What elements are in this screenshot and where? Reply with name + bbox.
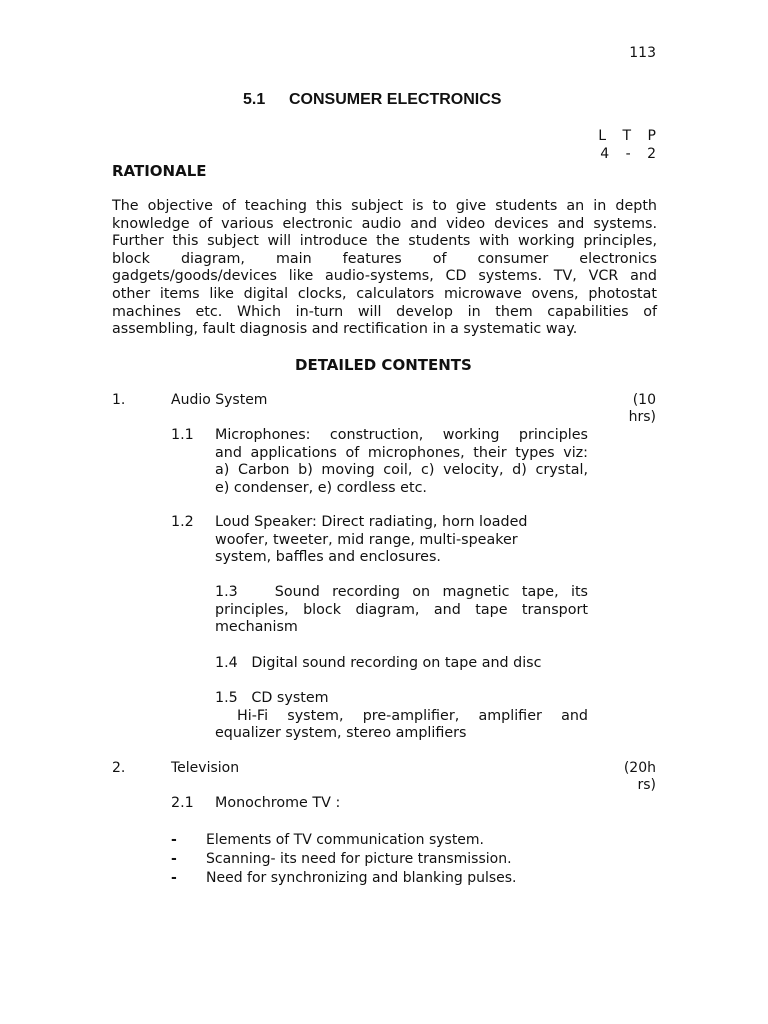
hours-line: hrs) (628, 409, 656, 425)
subsection-line: Loud Speaker: Direct radiating, horn loaded (215, 514, 528, 530)
subsection-number: 1.2 (171, 514, 194, 530)
section-title: Audio System (171, 392, 268, 408)
rationale-line: The objective of teaching this subject is to give students an in depth (112, 198, 657, 214)
subsection-number: 1.3 (215, 584, 238, 600)
subsection-line: principles, block diagram, and tape transport (215, 601, 588, 618)
bullet-marker: - (171, 870, 177, 886)
subsection-line (215, 584, 588, 602)
rationale-line: other items like digital clocks, calculators microwave ovens, photostat (112, 285, 657, 302)
bullet-marker: - (171, 851, 177, 867)
page-number: 113 (629, 45, 656, 61)
subsection-number: 1.4 (215, 655, 238, 671)
subsection-text (215, 655, 588, 673)
section-number: 2. (112, 760, 126, 776)
subsection-text (215, 690, 588, 743)
ltp-labels: L T P (598, 128, 662, 144)
subsection-line: woofer, tweeter, mid range, multi-speaker (215, 531, 518, 548)
ltp-values: 4 - 2 (600, 146, 662, 162)
subsection-number: 1.5 (215, 690, 238, 706)
section-hours (624, 760, 656, 794)
bullet-text: Elements of TV communication system. (206, 832, 485, 848)
subsection-number: 2.1 (171, 795, 194, 811)
subsection-line: a) Carbon b) moving coil, c) velocity, d) crystal, (215, 462, 588, 479)
subsection-line: equalizer system, stereo amplifiers (215, 725, 467, 742)
detailed-contents-title: DETAILED CONTENTS (295, 356, 472, 374)
subsection-line: and applications of microphones, their types viz: (215, 444, 588, 461)
hours-line: (10 (632, 392, 656, 408)
hours-line: rs) (637, 777, 656, 793)
section-number: 1. (112, 392, 126, 408)
rationale-line: knowledge of various electronic audio and video devices and systems. (112, 215, 657, 232)
rationale-line: block diagram, main features of consumer electronics (112, 250, 657, 267)
bullet-marker: - (171, 832, 177, 848)
subsection-line (215, 655, 588, 673)
subsection-text (215, 427, 588, 497)
section-hours (629, 392, 656, 426)
subsection-line: Monochrome TV : (215, 795, 341, 811)
section-heading (243, 91, 501, 109)
rationale-line: gadgets/goods/devices like audio-systems, CD systems. TV, VCR and (112, 268, 657, 285)
rationale-paragraph (112, 198, 657, 339)
subsection-number: 1.1 (171, 427, 194, 443)
subsection-line-text: CD system (251, 690, 329, 706)
bullet-text: Scanning- its need for picture transmission. (206, 851, 512, 867)
rationale-line: machines etc. Which in-turn will develop in them capabilities of (112, 303, 657, 320)
heading-number: 5.1 (243, 91, 266, 108)
heading-title: CONSUMER ELECTRONICS (289, 91, 502, 108)
subsection-line: system, baffles and enclosures. (215, 549, 441, 566)
subsection-text (215, 795, 588, 813)
subsection-text (215, 584, 588, 637)
subsection-line: e) condenser, e) cordless etc. (215, 479, 427, 496)
ltp-block (598, 127, 662, 163)
subsection-line-text: Digital sound recording on tape and disc (251, 655, 542, 671)
subsection-line: Hi-Fi system, pre-amplifier, amplifier and (237, 707, 588, 724)
subsection-line (215, 690, 588, 708)
rationale-line: assembling, fault diagnosis and rectification in a systematic way. (112, 321, 578, 338)
rationale-line: Further this subject will introduce the students with working principles, (112, 233, 657, 250)
subsection-text (215, 514, 588, 567)
subsection-line: mechanism (215, 619, 298, 636)
subsection-line: Microphones: construction, working principles (215, 427, 588, 443)
bullet-text: Need for synchronizing and blanking pulses. (206, 870, 517, 886)
hours-line: (20h (623, 760, 656, 776)
rationale-title: RATIONALE (112, 162, 207, 180)
section-title: Television (171, 760, 240, 776)
subsection-line-text: Sound recording on magnetic tape, its (274, 584, 588, 600)
